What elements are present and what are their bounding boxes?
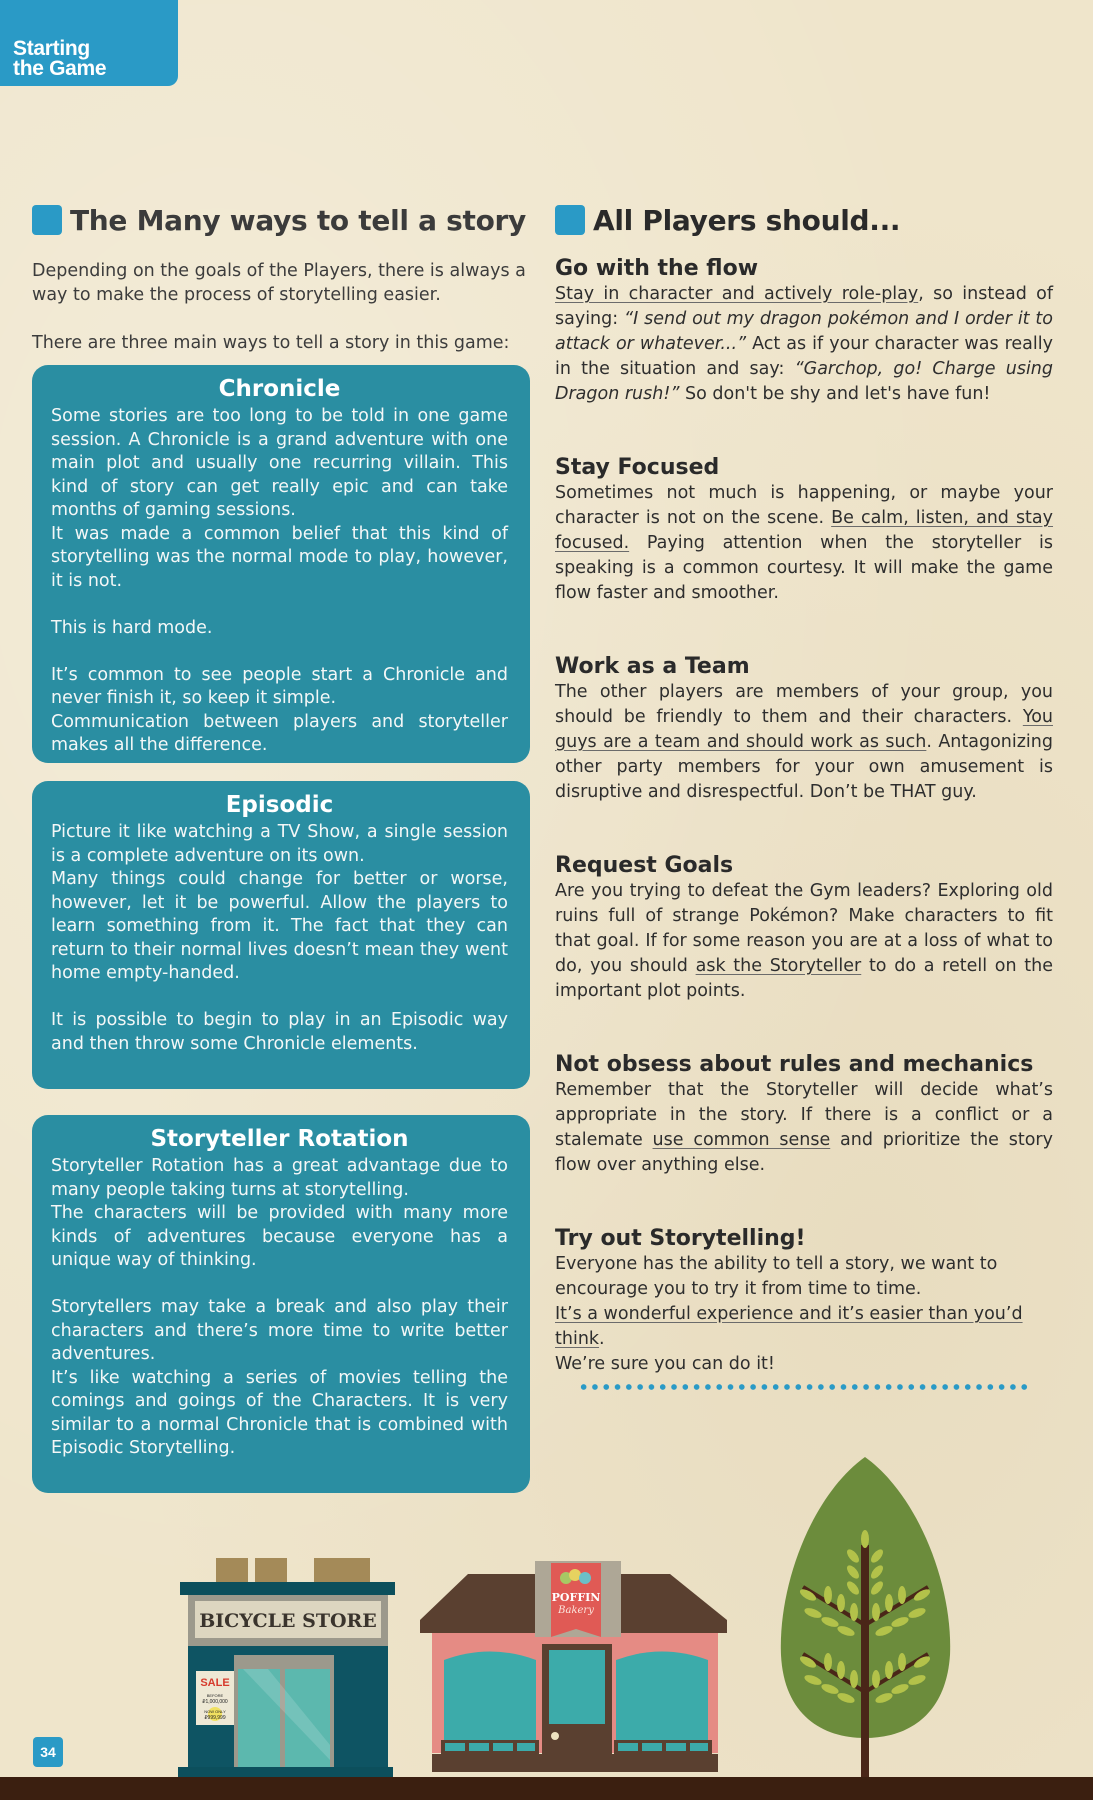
chapter-tab-line1: Starting — [13, 37, 90, 60]
square-bullet-icon — [32, 205, 62, 235]
section-heading-players — [555, 200, 1053, 240]
tip-go-with-flow — [555, 256, 1053, 407]
mode-paragraph: Storytellers may take a break and also play their characters and there’s more time to write better adventures. — [51, 1297, 508, 1364]
ground-strip — [0, 1777, 1093, 1800]
tip-rules-mechanics — [555, 1052, 1053, 1178]
tip-title: Stay Focused — [555, 455, 720, 480]
mode-card-episodic — [32, 781, 530, 1089]
mode-paragraph: This is hard mode. — [51, 617, 213, 638]
mode-paragraph: It was made a common belief that this kind of storytelling was the normal mode to play, however, it is not. — [51, 523, 508, 591]
tip-body: Remember that the Storyteller will decide what’s appropriate in the story. If there is a conflict or a stalemate use common sense and prioritize the story flow over anything else. — [555, 1080, 1053, 1175]
tip-title: Request Goals — [555, 853, 734, 878]
chapter-tab-line2: the Game — [13, 57, 107, 80]
chapter-tab — [0, 0, 178, 86]
tip-request-goals — [555, 853, 1053, 1004]
intro-text — [32, 259, 530, 355]
mode-paragraph: Storyteller Rotation has a great advantage due to many people taking turns at storytelling. — [51, 1156, 508, 1200]
bicycle-store-illustration — [178, 1555, 398, 1780]
tip-title: Try out Storytelling! — [555, 1226, 806, 1251]
tip-try-storytelling — [555, 1226, 1053, 1377]
tip-body: Are you trying to defeat the Gym leaders? Exploring old ruins full of strange Pokémon? Make characters to fit that goal. If for some reason you are at a loss of what to do, you should ask the Storyteller to do a retell on the important plot points. — [555, 881, 1053, 1001]
tree-illustration — [778, 1455, 953, 1780]
section-title: The Many ways to tell a story — [70, 203, 527, 237]
poffin-bakery-illustration — [420, 1560, 730, 1782]
svg-text:SALE: SALE — [200, 1677, 230, 1689]
mode-paragraph: Communication between players and storyteller makes all the difference. — [51, 711, 508, 755]
tip-body: Everyone has the ability to tell a story, we want to encourage you to try it from time to time. It’s a wonderful experience and it’s easier than you’d think. We’re sure you can do it! — [555, 1254, 1023, 1374]
tip-body: The other players are members of your group, you should be friendly to them and their characters. You guys are a team and should work as such. Antagonizing other party members for your own amusement is disruptive and disrespectful. Don’t be THAT guy. — [555, 682, 1053, 802]
mode-card-storyteller-rotation — [32, 1115, 530, 1493]
right-column — [555, 200, 1053, 1377]
left-column — [32, 200, 530, 1493]
mode-paragraph: The characters will be provided with many more kinds of adventures because everyone has a unique way of thinking. — [51, 1203, 508, 1270]
mode-paragraph: Some stories are too long to be told in one game session. A Chronicle is a grand adventure with one main plot and usually one recurring villain. This kind of story can get really epic and can take months of gaming sessions. — [51, 406, 508, 520]
section-title: All Players should... — [593, 203, 901, 237]
mode-title: Episodic — [225, 792, 334, 818]
intro-paragraph: There are three main ways to tell a story in this game: — [32, 333, 510, 353]
tip-stay-focused — [555, 455, 1053, 606]
mode-paragraph: Many things could change for better or worse, however, let it be powerful. Allow the players to learn something from it. The fact that they can return to their normal lives doesn’t mean they went home empty-handed. — [51, 869, 508, 983]
svg-text:NOW ONLY: NOW ONLY — [204, 1709, 226, 1714]
svg-text:BICYCLE STORE: BICYCLE STORE — [199, 1610, 377, 1632]
mode-card-chronicle — [32, 365, 530, 763]
dotted-divider — [578, 1384, 1030, 1390]
tip-body: Sometimes not much is happening, or maybe your character is not on the scene. Be calm, listen, and stay focused. Paying attention when the storyteller is speaking is a common courtesy. It will make the game flow faster and smoother. — [555, 483, 1054, 603]
mode-paragraph: It’s common to see people start a Chronicle and never finish it, so keep it simple. — [51, 664, 508, 708]
tip-work-as-team — [555, 654, 1053, 805]
tip-title: Not obsess about rules and mechanics — [555, 1052, 1034, 1077]
mode-title: Storyteller Rotation — [150, 1126, 409, 1152]
svg-text:Bakery: Bakery — [558, 1605, 594, 1616]
intro-paragraph: Depending on the goals of the Players, there is always a way to make the process of storytelling easier. — [32, 261, 526, 305]
svg-text:POFFIN: POFFIN — [551, 1591, 601, 1604]
mode-paragraph: It’s like watching a series of movies telling the comings and goings of the Characters. It is very similar to a normal Chronicle that is combined with Episodic Storytelling. — [51, 1367, 508, 1458]
page-number: 34 — [33, 1737, 63, 1767]
tip-body: Stay in character and actively role-play, so instead of saying: “I send out my dragon pokémon and I order it to attack or whatever...” Act as if your character was really in the situation and say: “Garchop, go! Charge using Dragon rush!” So don't be shy and let's have fun! — [555, 284, 1054, 404]
svg-text:BEFORE: BEFORE — [206, 1693, 224, 1698]
mode-paragraph: It is possible to begin to play in an Episodic way and then throw some Chronicle elements. — [51, 1010, 508, 1054]
svg-text:₽999,999: ₽999,999 — [204, 1715, 226, 1721]
section-heading-ways — [32, 200, 530, 240]
square-bullet-icon — [555, 205, 585, 235]
mode-title: Chronicle — [218, 376, 341, 402]
tip-title: Work as a Team — [555, 654, 750, 679]
tip-title: Go with the flow — [555, 256, 759, 281]
svg-text:₽1,000,000: ₽1,000,000 — [202, 1699, 228, 1705]
mode-paragraph: Picture it like watching a TV Show, a single session is a complete adventure on its own. — [51, 822, 508, 866]
